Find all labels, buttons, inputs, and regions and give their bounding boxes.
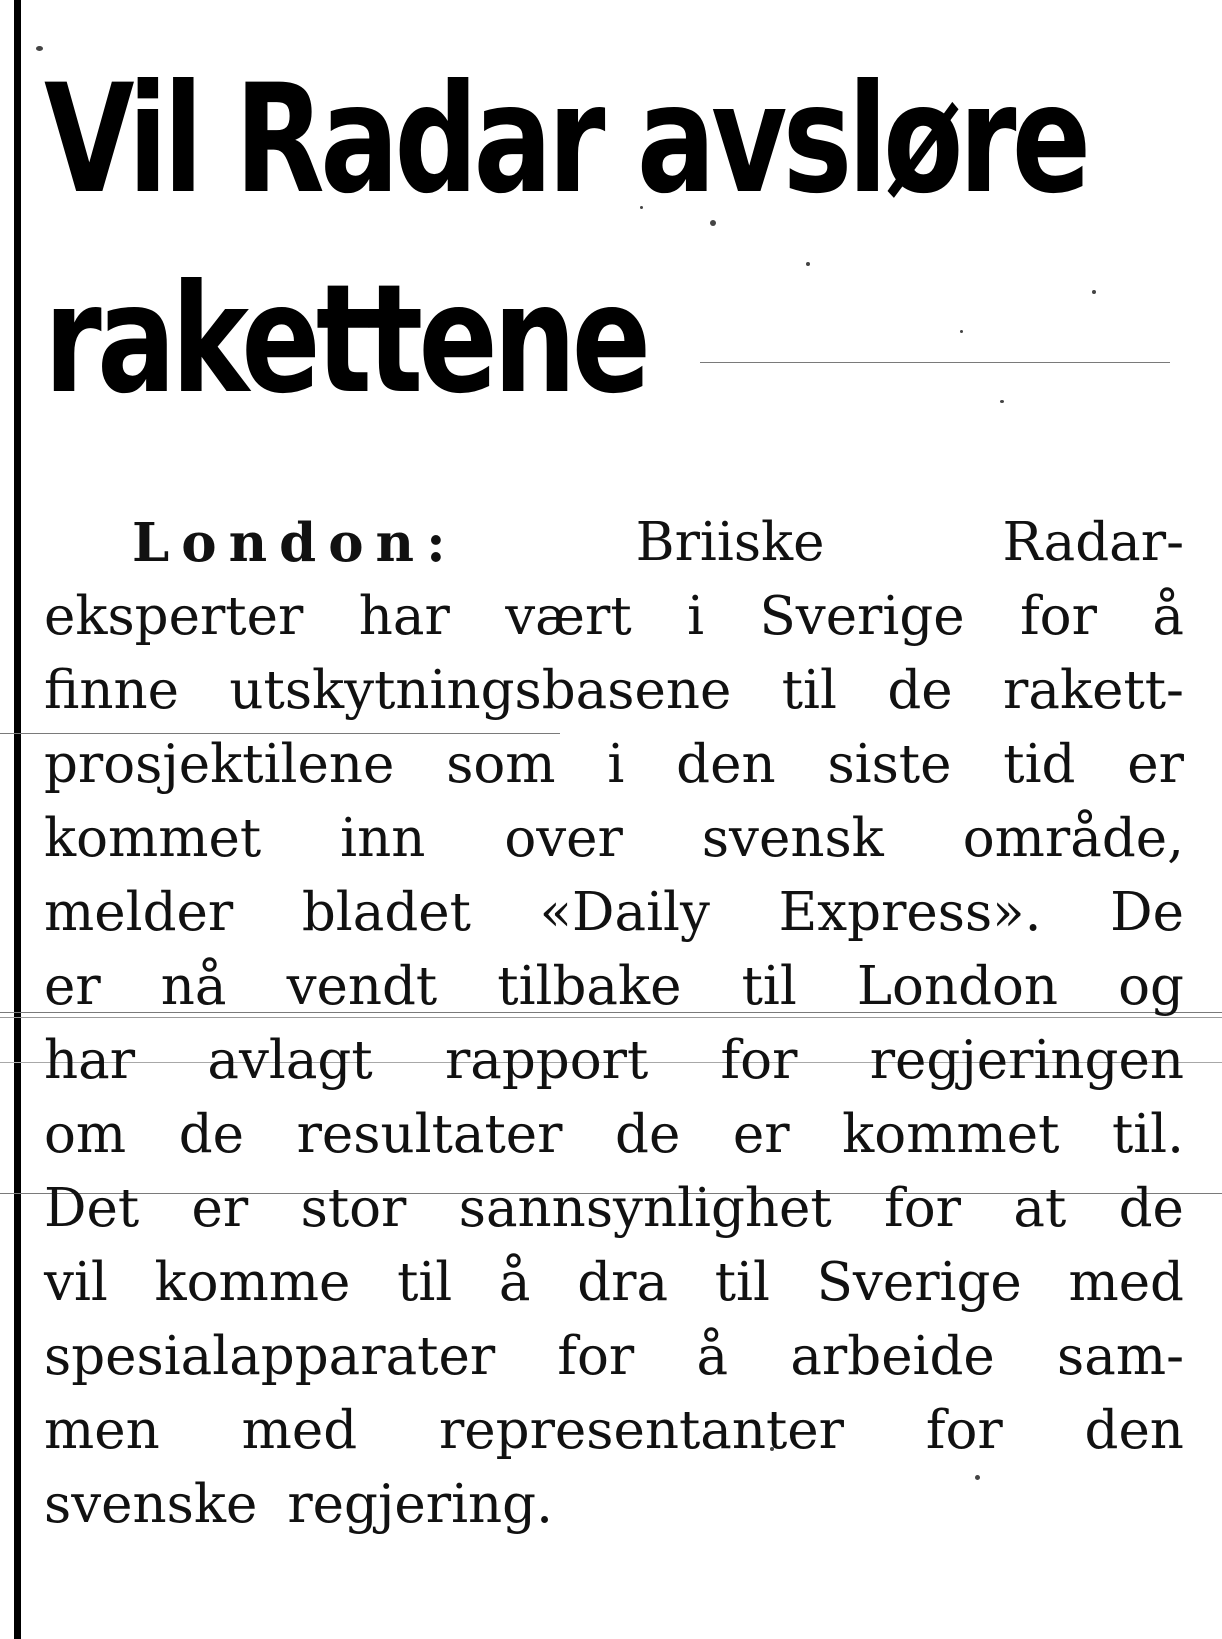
article-line bbox=[44, 1246, 1184, 1320]
article-word: at bbox=[1013, 1178, 1067, 1239]
article-word: har bbox=[358, 586, 450, 647]
article-word: Sverige bbox=[816, 1252, 1022, 1313]
article-word: de bbox=[1118, 1178, 1184, 1239]
article-line bbox=[44, 728, 1184, 802]
article-word: avlagt bbox=[207, 1030, 373, 1091]
article-word: bladet bbox=[301, 882, 471, 943]
article-word: den bbox=[676, 734, 776, 795]
article-word: til bbox=[781, 660, 837, 721]
article-word: til bbox=[741, 956, 797, 1017]
dateline: London: bbox=[132, 512, 458, 574]
article-word: med bbox=[1068, 1252, 1184, 1313]
headline-line-2: rakettene bbox=[44, 253, 647, 427]
article-line bbox=[44, 950, 1184, 1024]
article-word: om bbox=[44, 1104, 127, 1165]
article-word: tid bbox=[1003, 734, 1076, 795]
article-word: de bbox=[615, 1104, 681, 1165]
column-rule bbox=[14, 0, 21, 1639]
article-word: utskytningsbasene bbox=[229, 660, 732, 721]
article-line bbox=[44, 802, 1184, 876]
article-line bbox=[44, 506, 1184, 580]
article-word: men bbox=[44, 1400, 160, 1461]
article-word: Briiske bbox=[635, 512, 825, 573]
article-line bbox=[44, 876, 1184, 950]
article-word: London bbox=[856, 956, 1059, 1017]
article-word: Sverige bbox=[759, 586, 965, 647]
article-word: for bbox=[557, 1326, 635, 1387]
article-line bbox=[44, 580, 1184, 654]
headline-line-1: Vil Radar avsløre bbox=[44, 53, 1087, 227]
article-word: er bbox=[732, 1104, 790, 1165]
article-word: stor bbox=[300, 1178, 407, 1239]
article-word: nå bbox=[160, 956, 227, 1017]
article-word: å bbox=[696, 1326, 729, 1387]
article-word: og bbox=[1118, 956, 1184, 1017]
article-word: siste bbox=[827, 734, 952, 795]
article-word: arbeide bbox=[790, 1326, 995, 1387]
print-speck bbox=[1092, 290, 1096, 294]
article-word: for bbox=[720, 1030, 798, 1091]
article-word: Det bbox=[44, 1178, 140, 1239]
article-word: komme bbox=[154, 1252, 351, 1313]
article-word: dra bbox=[577, 1252, 669, 1313]
article-word: som bbox=[446, 734, 556, 795]
article-line bbox=[44, 1468, 1184, 1542]
article-line bbox=[44, 1320, 1184, 1394]
article-word: vært bbox=[505, 586, 632, 647]
article-word: den bbox=[1084, 1400, 1184, 1461]
article-word: for bbox=[1020, 586, 1097, 647]
article-body bbox=[44, 506, 1184, 1542]
article-line bbox=[44, 1394, 1184, 1468]
article-word: finne bbox=[44, 660, 179, 721]
article-word: de bbox=[887, 660, 953, 721]
article-word: sam- bbox=[1057, 1326, 1184, 1387]
article-word: spesialapparater bbox=[44, 1326, 496, 1387]
article-word: tilbake bbox=[497, 956, 682, 1017]
article-word: sannsynlighet bbox=[458, 1178, 832, 1239]
article-word: er bbox=[44, 956, 101, 1017]
article-word: til bbox=[714, 1252, 770, 1313]
article-word: vendt bbox=[286, 956, 438, 1017]
article-word: prosjektilene bbox=[44, 734, 395, 795]
article-word: til. bbox=[1111, 1104, 1184, 1165]
article-word: vil bbox=[44, 1252, 108, 1313]
article-line bbox=[44, 1098, 1184, 1172]
article-word: er bbox=[1127, 734, 1184, 795]
article-word: Express». bbox=[778, 882, 1042, 943]
print-speck bbox=[36, 46, 43, 51]
headline bbox=[44, 40, 1087, 440]
article-word: de bbox=[178, 1104, 245, 1165]
article-word: rakett- bbox=[1003, 660, 1184, 721]
article-word: med bbox=[241, 1400, 358, 1461]
article-word: kommet bbox=[842, 1104, 1060, 1165]
article-line bbox=[44, 654, 1184, 728]
article-word: å bbox=[1152, 586, 1184, 647]
article-word: å bbox=[498, 1252, 531, 1313]
print-speck bbox=[960, 330, 963, 333]
article-word: rapport bbox=[444, 1030, 649, 1091]
article-word: område, bbox=[962, 808, 1184, 869]
article-word: Radar- bbox=[1002, 512, 1184, 573]
article-line bbox=[44, 1172, 1184, 1246]
article-word: melder bbox=[44, 882, 234, 943]
article-word: over bbox=[504, 808, 623, 869]
article-word: til bbox=[397, 1252, 453, 1313]
article-word: for bbox=[884, 1178, 961, 1239]
article-word: svensk bbox=[701, 808, 884, 869]
article-word: er bbox=[191, 1178, 249, 1239]
article-line bbox=[44, 1024, 1184, 1098]
article-word: regjering. bbox=[287, 1474, 553, 1535]
print-speck bbox=[1000, 400, 1004, 403]
article-word: i bbox=[607, 734, 625, 795]
article-word: i bbox=[687, 586, 705, 647]
article-word: representanter bbox=[438, 1400, 845, 1461]
article-word: kommet bbox=[44, 808, 262, 869]
article-word: regjeringen bbox=[869, 1030, 1184, 1091]
article-word: eksperter bbox=[44, 586, 304, 647]
article-word: for bbox=[925, 1400, 1003, 1461]
article-word: svenske bbox=[44, 1474, 258, 1535]
article-word: inn bbox=[340, 808, 426, 869]
article-word: har bbox=[44, 1030, 136, 1091]
article-word: De bbox=[1110, 882, 1184, 943]
article-word: resultater bbox=[296, 1104, 563, 1165]
article-word: «Daily bbox=[539, 882, 710, 943]
